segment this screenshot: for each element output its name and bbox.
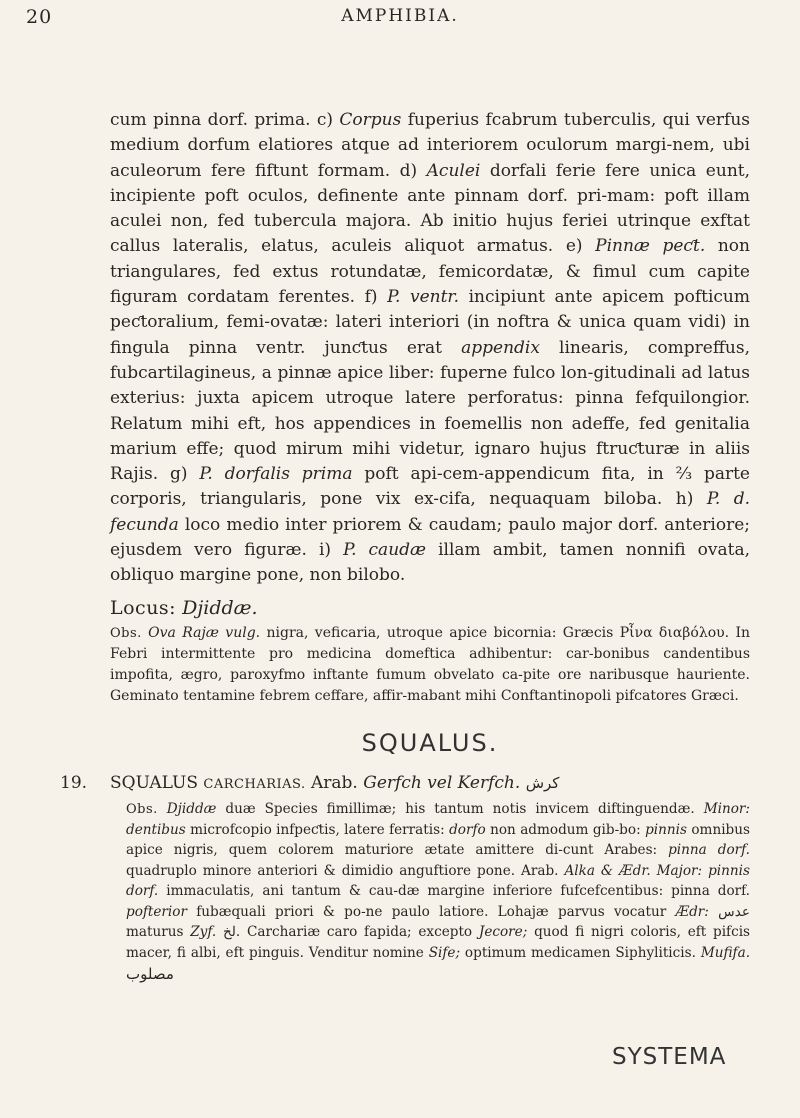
locus-value: Djiddæ. xyxy=(182,596,258,619)
text-block xyxy=(60,108,751,985)
arabic-script: كرش xyxy=(525,773,560,792)
arabic-script: مصلوب xyxy=(126,964,174,983)
term-p-caudae: P. caudæ xyxy=(343,540,427,561)
arab-names: Gerfch vel Kerfch. xyxy=(363,772,521,793)
section-title: SQUALUS. xyxy=(361,728,499,757)
term-zyf: Zyf. xyxy=(190,924,217,941)
description-paragraph xyxy=(110,108,750,589)
text-run: incipiunt ante apicem pofticum peƈtoralium, femi-ovatæ: lateri interiori (in noftra & unica quam vidi) in fingula pinna ventr. junƈtus erat xyxy=(110,287,750,358)
text-run: poft api-cem-appendicum fita, in ⅔ parte corporis, triangularis, pone vix ex-cifa, nequaquam biloba. h) xyxy=(110,464,750,510)
text-run: لخ. Carchariæ caro fapida; excepto xyxy=(216,924,479,941)
text-run: cum pinna dorf. prima. c) xyxy=(110,110,340,130)
locus-label: Locus: xyxy=(110,596,177,619)
term-posterior: pofterior xyxy=(126,903,187,920)
text-run: non admodum gib-bo: xyxy=(485,822,646,839)
text-run: immaculatis, ani tantum & cau-dæ margine inferiore fufcefcentibus: pinna dorf. xyxy=(158,883,750,900)
term-minor: Minor: dentibus xyxy=(126,800,751,839)
term-pinnae-pect: Pinnæ peƈt. xyxy=(595,236,706,257)
term-major: Major: pinnis dorf. xyxy=(126,862,750,900)
text-run: linearis, compreffus, fubcartilagineus, a pinnæ apice liber: fuperne fulco lon-gitudinali ad latus exterius: juxta apicem utroque latere perforatus: pinna fefquilongior. Relatum mihi eft, hos appendices in foemellis non adeffe, fed genitalia marium effe; quod mirum mihi videtur, ignaro hujus ftruƈturæ in aliis Rajis. g) xyxy=(110,337,750,485)
term-pinnis: pinnis xyxy=(645,822,687,839)
species-entry xyxy=(60,771,750,797)
observation-paragraph-2 xyxy=(110,799,750,986)
term-p-d-secunda: P. d. fecunda xyxy=(110,489,750,535)
term-aculei: Aculei xyxy=(426,160,481,181)
catchword: SYSTEMA xyxy=(612,1044,727,1070)
term-p-ventr: P. ventr. xyxy=(387,287,460,308)
text-run xyxy=(158,801,167,817)
genus-name: SQUALUS xyxy=(110,772,198,793)
species-name: CARCHARIAS. xyxy=(203,776,306,792)
text-run: fuperius fcabrum tuberculis, qui verfus medium dorfum elatiores atque ad interiorem oculorum margi-nem, ubi aculeorum fere fiftunt formam. d) xyxy=(110,110,750,181)
text-run: nigra, veficaria, utroque apice bicornia: Græcis Pἶνα διαβόλου. In Febri intermittente pro medicina domeftica adhibentur: car-bonibus candentibus impofita, ægro, paroxyfmo inftante fumum obvelato ca-pite ore naribusque hauriente. Geminato tentamine febrem ceffare, affir-mabant mihi Conftantinopoli pifcatores Græci. xyxy=(110,624,750,704)
text-run: omnibus apice nigris, quem colorem maturiore ætate amittere di-cunt Arabes: xyxy=(126,822,750,859)
entry-number: 19. xyxy=(60,772,88,793)
term-pinna-dorf: pinna dorf. xyxy=(668,842,750,859)
text-run: illam ambit, tamen nonnifi ovata, obliquo margine pone, non bilobo. xyxy=(110,540,750,586)
text-run: loco medio inter priorem & caudam; paulo major dorf. anteriore; ejusdem vero figuræ. i) xyxy=(110,514,750,561)
text-run: microfcopio infpeƈtis, latere ferratis: xyxy=(185,822,450,839)
page-number: 20 xyxy=(26,6,53,28)
text-run: fubæquali priori & po-ne paulo latiore. Lohajæ parvus vocatur xyxy=(186,903,676,920)
locus-line xyxy=(110,595,750,621)
term-aedr: Ædr: xyxy=(675,903,709,920)
text-run: عدس maturus xyxy=(126,903,750,941)
term-p-dorsalis-prima: P. dorfalis prima xyxy=(199,464,353,485)
term-djiddae: Djiddæ xyxy=(166,800,217,817)
term-dorso: dorfo xyxy=(449,822,486,839)
text-run: non triangulares, fed extus rotundatæ, femicordatæ, & fimul cum capite figuram cordatam ferentes. f) xyxy=(110,236,750,308)
term-ova-rajae: Ova Rajæ vulg. xyxy=(148,624,261,641)
running-head: AMPHIBIA. xyxy=(341,6,459,26)
text-run: duæ Species fimillimæ; his tantum notis invicem diftinguendæ. xyxy=(216,800,704,817)
obs-label: Obs. xyxy=(110,625,142,641)
obs-label: Obs. xyxy=(126,801,158,817)
term-appendix: appendix xyxy=(461,337,540,358)
term-mufifa: Mufifa. xyxy=(700,945,751,962)
text-run: optimum medicamen Siphyliticis. xyxy=(460,945,701,962)
text-run: dorfali ferie fere unica eunt, incipiente poft oculos, definente ante pinnam dorf. pri-mam: poft illam aculei non, fed tubercula majora. Ab initio hujus feriei utrinque exftat callus lateralis, elatus, aculeis aliquot armatus. e) xyxy=(110,160,750,257)
term-alka: Alka & Ædr. xyxy=(564,862,651,879)
text-run: quadruplo minore anteriori & dimidio anguftiore pone. Arab. xyxy=(126,862,565,879)
term-corpus: Corpus xyxy=(339,110,402,130)
observation-paragraph xyxy=(110,623,750,707)
term-sife: Sife; xyxy=(428,945,461,962)
arab-label: Arab. xyxy=(311,772,358,793)
text-run: quod fi nigri coloris, eft pifcis macer, fi albi, eft pinguis. Venditur nomine xyxy=(126,924,751,962)
term-jecore: Jecore; xyxy=(478,924,528,941)
